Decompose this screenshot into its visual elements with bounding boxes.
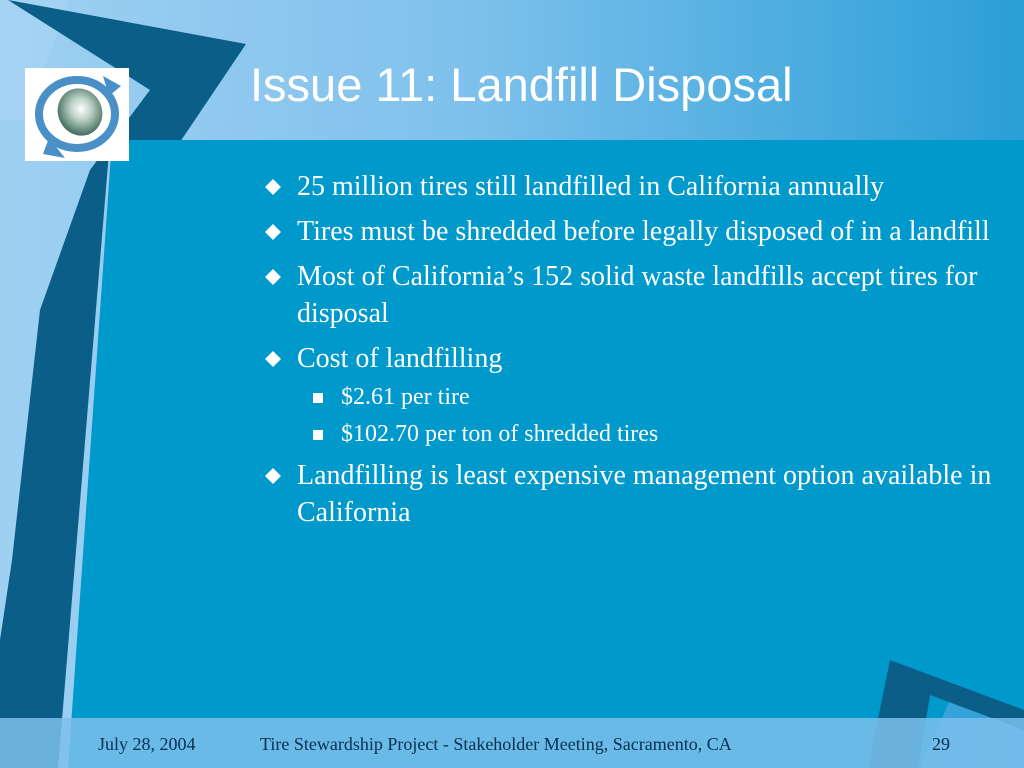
bullet-item (262, 213, 1002, 250)
square-bullet-icon (313, 393, 323, 403)
bullet-text: 25 million tires still landfilled in California annually (297, 171, 885, 202)
square-bullet-icon (313, 430, 323, 440)
footer-date: July 28, 2004 (98, 734, 196, 754)
diamond-bullet-icon (265, 224, 281, 240)
footer-title: Tire Stewardship Project - Stakeholder Meeting, Sacramento, CA (260, 734, 732, 754)
sub-bullet-list (262, 379, 1002, 453)
bullet-item (262, 168, 1002, 205)
diamond-bullet-icon (265, 468, 281, 484)
bullet-list (262, 168, 1002, 539)
sub-bullet-item (262, 379, 1002, 416)
logo (25, 68, 129, 161)
bullet-item (262, 258, 1002, 332)
diamond-bullet-icon (265, 269, 281, 285)
bullet-item (262, 340, 1002, 377)
bullet-text: Landfilling is least expensive management option available in California (297, 460, 992, 528)
bullet-text: Tires must be shredded before legally disposed of in a landfill (297, 216, 990, 247)
sub-bullet-group (262, 379, 1002, 453)
diamond-bullet-icon (265, 179, 281, 195)
slide-title: Issue 11: Landfill Disposal (250, 58, 793, 111)
page-number: 29 (932, 734, 950, 754)
sub-bullet-item (262, 416, 1002, 453)
bullet-text: Most of California’s 152 solid waste landfills accept tires for disposal (297, 261, 978, 329)
recycle-swirl-icon (25, 68, 129, 161)
sub-bullet-text: $2.61 per tire (341, 384, 470, 410)
sub-bullet-text: $102.70 per ton of shredded tires (341, 421, 659, 447)
bullet-item (262, 457, 1002, 531)
bullet-text: Cost of landfilling (297, 343, 503, 374)
diamond-bullet-icon (265, 351, 281, 367)
